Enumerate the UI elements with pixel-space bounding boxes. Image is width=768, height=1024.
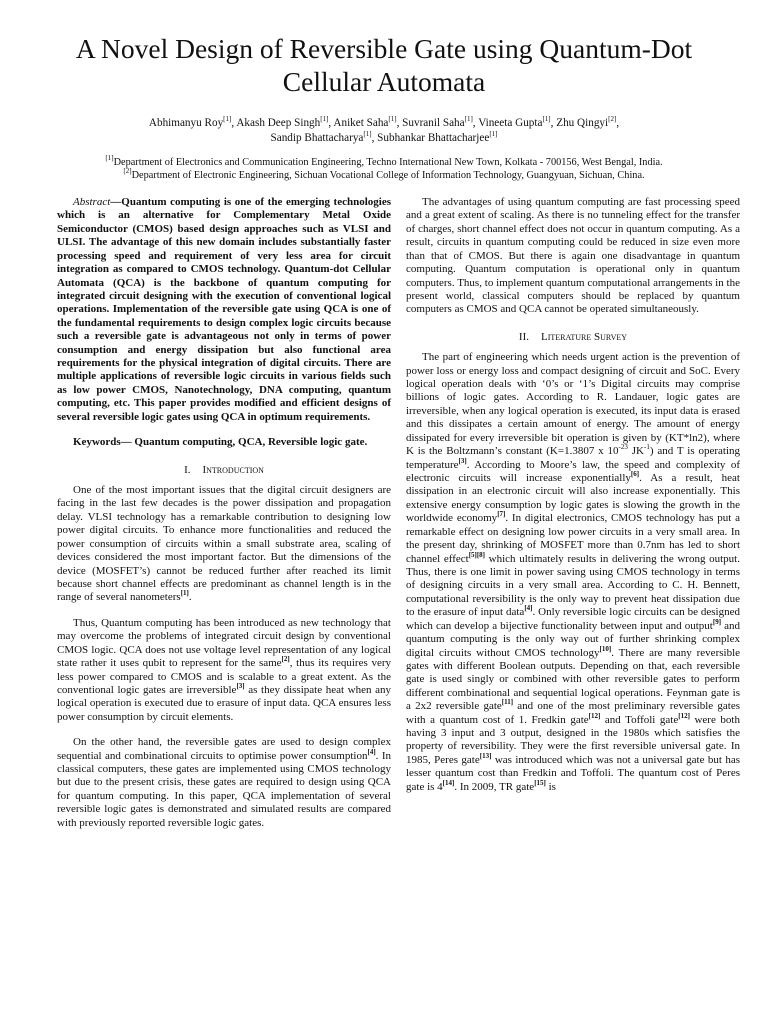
affiliation-2: [2]Department of Electronic Engineering, Sichuan Vocational College of Information Technology, Guangyuan, Sichuan, China. — [123, 167, 645, 182]
author: Aniket Saha[1], — [333, 115, 403, 129]
literature-paragraph: The part of engineering which needs urgent action is the prevention of power loss or energy loss and compact designing of circuit and SoC. Every logical operation deals with ‘0’s or ‘1’s Digital circuits may comprise billions of logic gates. According to R. Landauer, logic gates are irreversible, when any logical operation is executed, its input data is erased and this dissipates a certain amount of energy. The amount of energy dissipated for every irreversible bit operation is given by (KT*ln2), where K is the Boltzmann’s constant (K=1.3807 x $10^{-23}$ $JK^{-1}$) and T is operating temperature[3]. According to Moore’s law, the speed and complexity of electronic circuits will increase exponentially[6]. As a result, heat dissipation in an electronic circuit will also increase exponentially. This extensive energy consumption by logic gates is slowing the growth in the worldwide economy[7]. In digital electronics, CMOS technology has put a remarkable effect on designing low power circuits in a very small area. In the present day, shrinking of MOSFET more than 0.7nm has led to short channel effect[5][8] which ultimately results in delivering the wrong output. Thus, there is one limit in power saving using CMOS technology in terms of designing circuits in a very small area. According to C. H. Bennett, computational reversibility is the only way to prevent heat dissipation due to the erasure of input data[4]. Only reversible logic circuits can be designed which can develop a bijective functionality between input and output[9] and quantum computing is the only way out of further shrinking complex digital circuits without CMOS technology[10]. There are many reversible gates with different Boolean outputs. Depending on that, each reversible gate is used singly or combined with other reversible gates to perform different combinational and sequential logical operations. Feynman gate is a 2x2 reversible gate[11] and one of the most preliminary reversible gates with a quantum cost of 1. Fredkin gate[12] and Toffoli gate[12] were both having 3 input and 3 output, designed in the 1980s which satisfies the property of reversibility. They were the first reversible universal gate. In 1985, Peres gate[13] was introduced which was not a universal gate but has lesser quantum cost than Fredkin and Toffoli. The quantum cost of Peres gate is 4[14]. In 2009, TR gate[15] is — [406, 351, 741, 793]
intro-paragraph-3: On the other hand, the reversible gates are used to design complex sequential and combinational circuits to optimise power consumption[4]. In classical computers, these gates are implemented using CMOS technology but due to the present crisis, these gates are required to design using QCA for quantum computing. In this paper, QCA implementation of several reversible logic gates is demonstrated and simulated results are compared with previously reported reversible logic gates. — [57, 736, 391, 829]
right-column — [406, 196, 740, 794]
author: Vineeta Gupta[1], — [478, 115, 557, 129]
intro-paragraph-1: One of the most important issues that the digital circuit designers are facing in the last few decades is the power dissipation and propagation delay. VLSI technology has a remarkable contribution to designing low power digital circuits. To enhance more functionalities and reduced the power consumption of circuits within a small substrate area, scaling of devices considered the most important factor. But the dimensions of the device (MOSFET’s) cannot be reduced further after reached its limit because short channel effects are predominant as channel length is in the range of several nanometers[1]. — [57, 484, 391, 604]
author: Suvranil Saha[1], — [402, 115, 479, 129]
paper-title: A Novel Design of Reversible Gate using Quantum-Dot Cellular Automata — [75, 33, 693, 97]
intro-paragraph-2: Thus, Quantum computing has been introduced as new technology that may overcome the problems of integrated circuit design by conventional CMOS logic. QCA does not use voltage level representation of any logical state rather it uses qubit to represent for the same[2], thus its requires very less power compared to CMOS and is scalable to a great extent. As the conventional logic gates are irreversible[3] as they dissipate heat when any logical operation is executed due to erasure of input data. QCA ensures less power consumption by circuit elements. — [57, 616, 391, 723]
author: Sandip Bhattacharya[1], — [270, 129, 378, 144]
abstract: Abstract—Quantum computing is one of the emerging technologies which is an alternative for Complementary Metal Oxide Semiconductor (CMOS) based design approaches such as VLSI and ULSI. The advantage of this new domain includes substantially faster processing speed and requirement of very less area for circuit integration as compared to CMOS technology. Quantum-dot Cellular Automata (QCA) is the backbone of quantum computing for integrated circuit designing with the execution of conventional logical operations. Implementation of the reversible gate using QCA is one of the fundamental requirements to design complex logic circuits because such a reversible gate is advantageous not only in terms of power consumption and energy dissipation but also functional area requirements for the physical integration of digital circuits. There are multiple applications of reversible logic circuits in various fields such as low power CMOS, Nanotechnology, DNA computing, quantum computing, etc. This paper provides modified and efficient designs of several reversible logic gates using QCA in optimum requirements. — [57, 196, 391, 423]
affiliations — [30, 156, 738, 183]
author: Abhimanyu Roy[1], — [148, 115, 237, 129]
left-column — [57, 196, 391, 830]
author: Subhankar Bhattacharjee[1] — [377, 129, 498, 144]
intro-paragraph-4: The advantages of using quantum computing are fast processing speed and a great extent of scaling. As there is no tunneling effect for the transfer of charges, short channel effect does not occur in quantum computing. As a result, circuits in quantum computing could be reduced in size even more than that of CMOS. But there is again one disadvantage in quantum computing. Quantum computation is operational only in quantum computers. Thus, to implement quantum computational arrangements in the present world, classical computers should be replaced by quantum computers as CMOS and QCA cannot be operated simultaneously. — [406, 196, 740, 316]
abstract-label: Abstract — [73, 196, 111, 208]
section-heading-introduction: I. Introduction — [184, 463, 264, 476]
author-list — [60, 116, 708, 145]
author-line-1 — [60, 116, 708, 131]
keywords: Keywords— Quantum computing, QCA, Reversible logic gate. — [73, 436, 368, 449]
affiliation-1: [1]Department of Electronics and Communication Engineering, Techno International New Town, Kolkata - 700156, West Bengal, India. — [105, 154, 663, 168]
abstract-text: Quantum computing is one of the emerging technologies which is an alternative for Complementary Metal Oxide Semiconductor (CMOS) based design approaches such as VLSI and ULSI. The advantage of this new domain includes substantially faster processing speed and requirement of very less area for circuit integration as compared to CMOS technology. Quantum-dot Cellular Automata (QCA) is the backbone of quantum computing for integrated circuit designing with the execution of conventional logical operations. Implementation of the reversible gate using QCA is one of the fundamental requirements to design complex logic circuits because such a reversible gate is advantageous not only in terms of power consumption and energy dissipation but also functional area requirements for the physical integration of digital circuits. There are multiple applications of reversible logic circuits in various fields such as low power CMOS, Nanotechnology, DNA computing, quantum computing, etc. This paper provides modified and efficient designs of several reversible logic gates using QCA in optimum requirements. — [57, 196, 391, 423]
author: Zhu Qingyi[2], — [556, 115, 620, 129]
section-heading-literature-survey: II. Literature Survey — [518, 330, 628, 343]
author: Akash Deep Singh[1], — [236, 115, 334, 129]
author-line-2 — [60, 131, 708, 146]
